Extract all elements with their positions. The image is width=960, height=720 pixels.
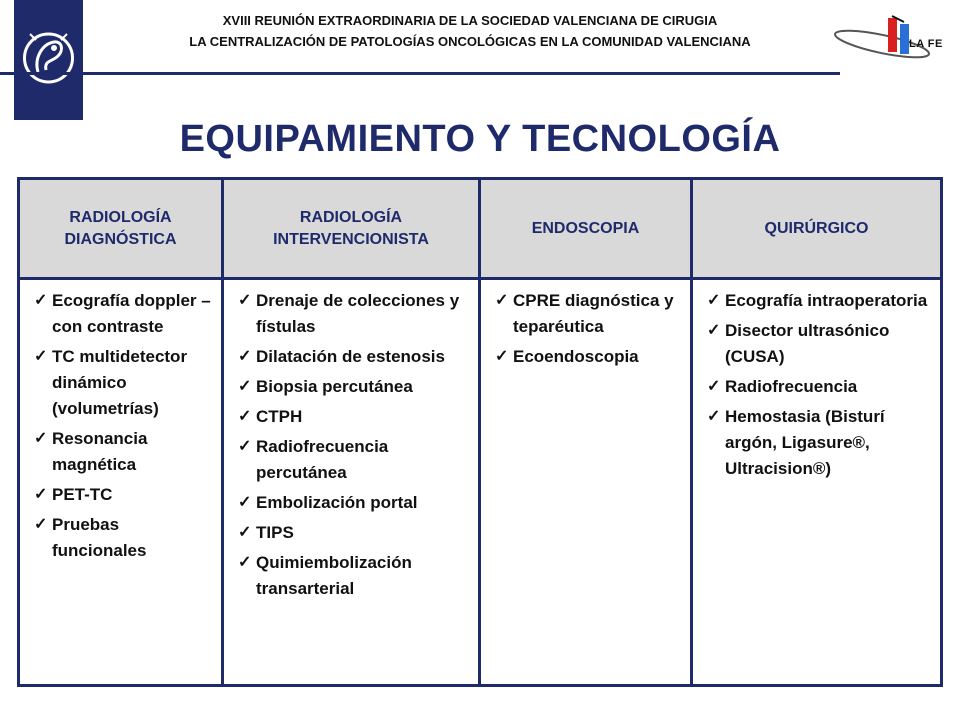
item-text: Hemostasia (Bisturí argón, Ligasure®, Ultracision®)	[725, 407, 885, 478]
list-item	[34, 344, 211, 422]
item-text: Quimiembolización transarterial	[256, 553, 412, 598]
list-item	[707, 374, 930, 400]
checkmark-icon: ✓	[238, 378, 252, 395]
checkmark-icon: ✓	[238, 438, 252, 455]
column-quirurgico	[693, 180, 940, 684]
item-text: Resonancia magnética	[52, 429, 148, 474]
item-text: Ecografía doppler – con contraste	[52, 291, 211, 336]
list-item	[238, 434, 468, 486]
header-line-1: XVIII REUNIÓN EXTRAORDINARIA DE LA SOCIEDAD VALENCIANA DE CIRUGIA	[222, 13, 718, 28]
item-text: Radiofrecuencia percutánea	[256, 437, 389, 482]
item-text: Dilatación de estenosis	[256, 347, 445, 366]
item-text: CPRE diagnóstica y teparéutica	[513, 291, 674, 336]
column-heading: RADIOLOGÍA INTERVENCIONISTA	[224, 180, 478, 280]
list-item	[34, 426, 211, 478]
list-item	[707, 288, 930, 314]
checkmark-icon: ✓	[238, 494, 252, 511]
checkmark-icon: ✓	[34, 516, 48, 533]
item-text: Disector ultrasónico (CUSA)	[725, 321, 890, 366]
column-endoscopia	[481, 180, 693, 684]
society-logo	[14, 0, 83, 120]
checkmark-icon: ✓	[34, 430, 48, 447]
society-emblem-icon	[14, 0, 83, 120]
item-text: TC multidetector dinámico (volumetrías)	[52, 347, 188, 418]
column-heading: RADIOLOGÍA DIAGNÓSTICA	[20, 180, 221, 280]
column-radiologia-diagnostica	[20, 180, 224, 684]
list-item	[495, 344, 680, 370]
header	[100, 10, 840, 52]
page-title: EQUIPAMIENTO Y TECNOLOGÍA	[179, 118, 781, 160]
list-item	[34, 512, 211, 564]
list-item	[495, 288, 680, 340]
item-text: PET-TC	[52, 485, 113, 504]
item-list	[495, 288, 680, 370]
equipment-table	[17, 177, 943, 687]
header-divider	[0, 72, 840, 75]
item-text: Ecografía intraoperatoria	[725, 291, 928, 310]
list-item	[34, 288, 211, 340]
item-text: Radiofrecuencia	[725, 377, 858, 396]
checkmark-icon: ✓	[495, 292, 509, 309]
checkmark-icon: ✓	[707, 408, 721, 425]
checkmark-icon: ✓	[707, 322, 721, 339]
item-text: Ecoendoscopia	[513, 347, 639, 366]
list-item	[238, 550, 468, 602]
checkmark-icon: ✓	[34, 348, 48, 365]
list-item	[238, 374, 468, 400]
list-item	[707, 318, 930, 370]
item-list	[238, 288, 468, 602]
column-heading: QUIRÚRGICO	[693, 180, 940, 280]
checkmark-icon: ✓	[238, 348, 252, 365]
item-list	[34, 288, 211, 564]
list-item	[238, 288, 468, 340]
item-text: Pruebas funcionales	[52, 515, 147, 560]
checkmark-icon: ✓	[34, 292, 48, 309]
column-radiologia-intervencionista	[224, 180, 481, 684]
item-text: Drenaje de colecciones y fístulas	[256, 291, 460, 336]
hospital-logo-label: LA FE	[909, 38, 943, 50]
checkmark-icon: ✓	[707, 378, 721, 395]
list-item	[238, 520, 468, 546]
list-item	[238, 490, 468, 516]
list-item	[34, 482, 211, 508]
checkmark-icon: ✓	[707, 292, 721, 309]
header-line-2: LA CENTRALIZACIÓN DE PATOLOGÍAS ONCOLÓGICAS EN LA COMUNIDAD VALENCIANA	[189, 34, 751, 49]
list-item	[707, 404, 930, 482]
list-item	[238, 344, 468, 370]
checkmark-icon: ✓	[495, 348, 509, 365]
item-text: Biopsia percutánea	[256, 377, 413, 396]
checkmark-icon: ✓	[34, 486, 48, 503]
checkmark-icon: ✓	[238, 408, 252, 425]
item-list	[707, 288, 930, 482]
list-item	[238, 404, 468, 430]
checkmark-icon: ✓	[238, 524, 252, 541]
item-text: Embolización portal	[256, 493, 418, 512]
checkmark-icon: ✓	[238, 554, 252, 571]
item-text: TIPS	[256, 523, 294, 542]
item-text: CTPH	[256, 407, 303, 426]
checkmark-icon: ✓	[238, 292, 252, 309]
column-heading: ENDOSCOPIA	[481, 180, 690, 280]
